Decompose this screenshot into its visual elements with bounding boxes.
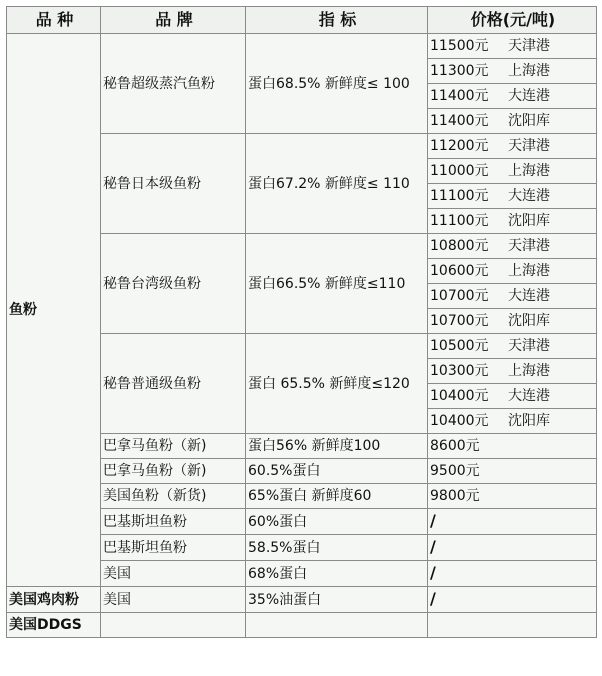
brand-cell: 秘鲁超级蒸汽鱼粉 [101,34,246,134]
price-value: 11000元 [430,163,489,179]
price-value: 8600元 [430,438,480,454]
price-location: 大连港 [508,388,550,404]
brand-cell: 巴拿马鱼粉（新) [101,459,246,484]
price-value: 10400元 [430,388,489,404]
spec-cell [246,613,428,638]
price-value: / [430,563,436,582]
price-cell [428,334,597,359]
brand-cell: 美国 [101,587,246,613]
spec-cell: 蛋白66.5% 新鲜度≤110 [246,234,428,334]
category-cell: 美国鸡肉粉 [7,587,101,613]
spec-cell: 蛋白68.5% 新鲜度≤ 100 [246,34,428,134]
spec-cell: 60.5%蛋白 [246,459,428,484]
price-value: / [430,589,436,608]
price-location: 沈阳库 [508,413,550,429]
header-row [7,7,597,34]
spec-cell: 65%蛋白 新鲜度60 [246,484,428,509]
price-value: 9800元 [430,488,480,504]
price-value: 10700元 [430,313,489,329]
price-value: 10700元 [430,288,489,304]
price-value: 10500元 [430,338,489,354]
table-body [7,34,597,638]
brand-cell: 秘鲁日本级鱼粉 [101,134,246,234]
price-cell [428,159,597,184]
price-value: / [430,511,436,530]
price-value: 11400元 [430,88,489,104]
price-value: 10300元 [430,363,489,379]
price-cell [428,84,597,109]
spec-cell: 蛋白67.2% 新鲜度≤ 110 [246,134,428,234]
price-location: 沈阳库 [508,213,550,229]
category-cell: 美国DDGS [7,613,101,638]
spec-cell: 35%油蛋白 [246,587,428,613]
price-cell [428,434,597,459]
price-location: 天津港 [508,138,550,154]
price-location: 大连港 [508,188,550,204]
price-location: 沈阳库 [508,313,550,329]
price-value: 11500元 [430,38,489,54]
price-cell [428,259,597,284]
header-spec: 指 标 [246,7,428,34]
spec-cell: 58.5%蛋白 [246,535,428,561]
price-cell [428,509,597,535]
price-location: 天津港 [508,238,550,254]
price-cell [428,409,597,434]
brand-cell: 巴拿马鱼粉（新) [101,434,246,459]
price-cell [428,535,597,561]
table-row [7,613,597,638]
price-cell [428,109,597,134]
price-value: 11100元 [430,188,489,204]
table-row [7,587,597,613]
spec-cell: 蛋白56% 新鲜度100 [246,434,428,459]
brand-cell: 美国鱼粉（新货) [101,484,246,509]
brand-cell: 巴基斯坦鱼粉 [101,535,246,561]
price-location: 上海港 [508,163,550,179]
brand-cell: 秘鲁普通级鱼粉 [101,334,246,434]
price-value: / [430,537,436,556]
price-cell [428,134,597,159]
price-cell [428,459,597,484]
brand-cell: 美国 [101,561,246,587]
price-cell [428,209,597,234]
price-cell [428,561,597,587]
price-value: 10400元 [430,413,489,429]
header-brand: 品 牌 [101,7,246,34]
price-value: 11400元 [430,113,489,129]
price-cell [428,613,597,638]
spec-cell: 60%蛋白 [246,509,428,535]
price-location: 大连港 [508,288,550,304]
category-cell: 鱼粉 [7,34,101,587]
brand-cell: 秘鲁台湾级鱼粉 [101,234,246,334]
price-location: 天津港 [508,338,550,354]
header-category: 品 种 [7,7,101,34]
price-cell [428,484,597,509]
brand-cell [101,613,246,638]
price-location: 沈阳库 [508,113,550,129]
price-location: 大连港 [508,88,550,104]
price-cell [428,184,597,209]
price-cell [428,309,597,334]
price-location: 上海港 [508,63,550,79]
price-value: 10600元 [430,263,489,279]
price-value: 9500元 [430,463,480,479]
price-location: 上海港 [508,263,550,279]
price-location: 天津港 [508,38,550,54]
price-location: 上海港 [508,363,550,379]
spec-cell: 68%蛋白 [246,561,428,587]
price-value: 11300元 [430,63,489,79]
spec-cell: 蛋白 65.5% 新鲜度≤120 [246,334,428,434]
price-table [6,6,597,638]
header-price: 价格(元/吨) [428,7,597,34]
price-cell [428,284,597,309]
price-cell [428,34,597,59]
brand-cell: 巴基斯坦鱼粉 [101,509,246,535]
price-value: 11200元 [430,138,489,154]
price-cell [428,359,597,384]
price-cell [428,384,597,409]
table-row [7,34,597,59]
price-cell [428,59,597,84]
price-cell [428,587,597,613]
price-value: 11100元 [430,213,489,229]
price-cell [428,234,597,259]
price-value: 10800元 [430,238,489,254]
